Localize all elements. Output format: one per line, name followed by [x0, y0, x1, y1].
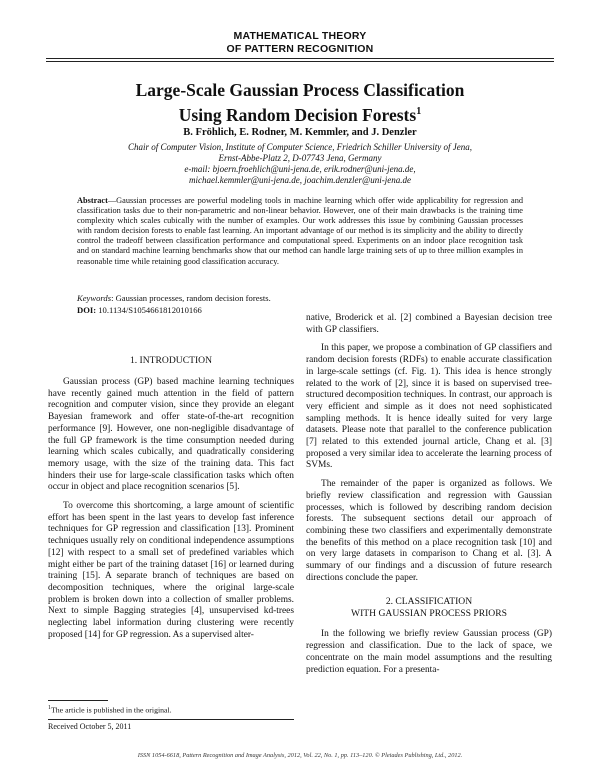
footnote [48, 703, 294, 716]
keywords-label: Keywords [77, 293, 112, 303]
journal-section-header [0, 30, 600, 56]
title-line-1: Large-Scale Gaussian Process Classification [135, 80, 465, 100]
issn-footer: ISSN 1054-6618, Pattern Recognition and Image Analysis, 2012, Vol. 22, No. 1, pp. 113–120. © Pleiades Publishing, Ltd., 2012. [137, 752, 463, 759]
section-1-heading: 1. INTRODUCTION [129, 355, 213, 366]
email-line-1: e-mail: bjoern.froehlich@uni-jena.de, erik.rodner@uni-jena.de, [184, 164, 416, 174]
left-column [48, 355, 294, 641]
intro-paragraph-1: Gaussian process (GP) based machine learning techniques have recently gained much attention in the field of pattern recognition and computer vision, since they provide an elegant Bayesian framework and offer state-of-the-art recognition performance [9]. However, one non-negligible disadvantage of the full GP framework is the time consumption needed during learning which scales cubically, and quadratically considering memory usage, with the size of the training data. This fact hinders their use for large-scale classification tasks which often occur in object and place recognition scenarios [5]. [48, 377, 294, 493]
footnote-mark: 1 [48, 705, 51, 711]
header-line-2: OF PATTERN RECOGNITION [226, 43, 374, 55]
intro-paragraph-3: native, Broderick et al. [2] combined a Bayesian decision tree with GP classifiers. [306, 313, 552, 335]
doi-value: 10.1134/S1054661812010166 [96, 305, 202, 315]
title-line-2: Using Random Decision Forests [178, 104, 417, 125]
header-rule-top [46, 58, 554, 59]
received-rule [48, 719, 294, 720]
intro-paragraph-2: To overcome this shortcoming, a large amount of scientific effort has been spent in the last years to develop fast inference techniques for GP regression and classification [13]. Prominent techniques usually rely on conditional independence assumptions [12] with respect to a small set of predefined variables which might either be part of the training dataset [16] or learned during training [15]. A separate branch of techniques are based on decomposition techniques, where the original large-scale problem is broken down into a collection of smaller problems. Next to simple Bagging strategies [4], unsupervised kd-trees neglecting label information during clustering were recently proposed [14] for GP regression. As a supervised alter- [48, 501, 294, 640]
received-date: Received October 5, 2011 [48, 722, 132, 731]
affiliation [60, 142, 540, 186]
header-rule-bottom [46, 61, 554, 62]
footnote-text: The article is published in the original. [51, 705, 172, 715]
doi-label: DOI: [77, 305, 97, 315]
abstract-label: Abstract [77, 196, 108, 205]
affiliation-line-2: Ernst-Abbe-Platz 2, D-07743 Jena, Germany [218, 153, 382, 163]
intro-paragraph-4: In this paper, we propose a combination of GP classifiers and random decision forests (RDFs) to enable accurate classification in large-scale settings (cf. Fig. 1). This idea is hence strongly related to the work of [2], since it is based on supervised tree-structured decomposition techniques. In contrast, our approach is very efficient and simple as it does not need sophisticated sampling methods. It is hence ideally suited for very large datasets. Please note that parallel to the conference publication [7] related to this extended journal article, Chang et al. [3] proposed a very similar idea to accelerate the learning process of SVMs. [306, 343, 552, 471]
footnote-rule [48, 700, 108, 701]
paper-title [60, 80, 540, 126]
abstract-text: —Gaussian processes are powerful modeling tools in machine learning which offer wide applicability for regression and classification tasks due to their non-parametric and non-linear behavior. However, one of their main drawbacks is the training time complexity which scales cubically with the number of examples. Our work addresses this issue by combining Gaussian processes with random decision forests to enable fast learning. An important advantage of our method is its simplicity and the ability to directly control the tradeoff between classification performance and computational speed. Experiments on an indoor place recognition task and on standard machine learning benchmarks show that our method can handle large training sets of up to three million examples in reasonable time while retaining good classification accuracy. [77, 196, 523, 266]
section-2-paragraph-1: In the following we briefly review Gaussian process (GP) regression and classification. Due to the lack of space, we concentrate on the main model assumptions and the resulting prediction equation. For a presenta- [306, 629, 552, 675]
abstract [77, 196, 523, 267]
header-line-1: MATHEMATICAL THEORY [233, 30, 367, 42]
right-column [306, 313, 552, 676]
section-2-heading-line-2: WITH GAUSSIAN PROCESS PRIORS [351, 608, 507, 620]
title-footnote-mark: 1 [416, 106, 422, 117]
author-list: B. Fröhlich, E. Rodner, M. Kemmler, and J. Denzler [183, 127, 417, 138]
affiliation-line-1: Chair of Computer Vision, Institute of Computer Science, Friedrich Schiller University of Jena, [127, 142, 473, 152]
keywords-text: : Gaussian processes, random decision forests. [111, 293, 271, 303]
email-line-2: michael.kemmler@uni-jena.de, joachim.denzler@uni-jena.de [189, 175, 411, 185]
intro-paragraph-5: The remainder of the paper is organized as follows. We briefly review classification and regression with Gaussian processes, which is followed by describing random decision forests. The subsequent sections detail our approach of combining these two classifiers and experimentally demonstrate the benefits of this method on a place recognition task [10] and on very large datasets in comparison to Chang et al. [3]. A summary of our findings and a discussion of future research directions conclude the paper. [306, 479, 552, 583]
section-2-heading-line-1: 2. CLASSIFICATION [385, 596, 473, 608]
